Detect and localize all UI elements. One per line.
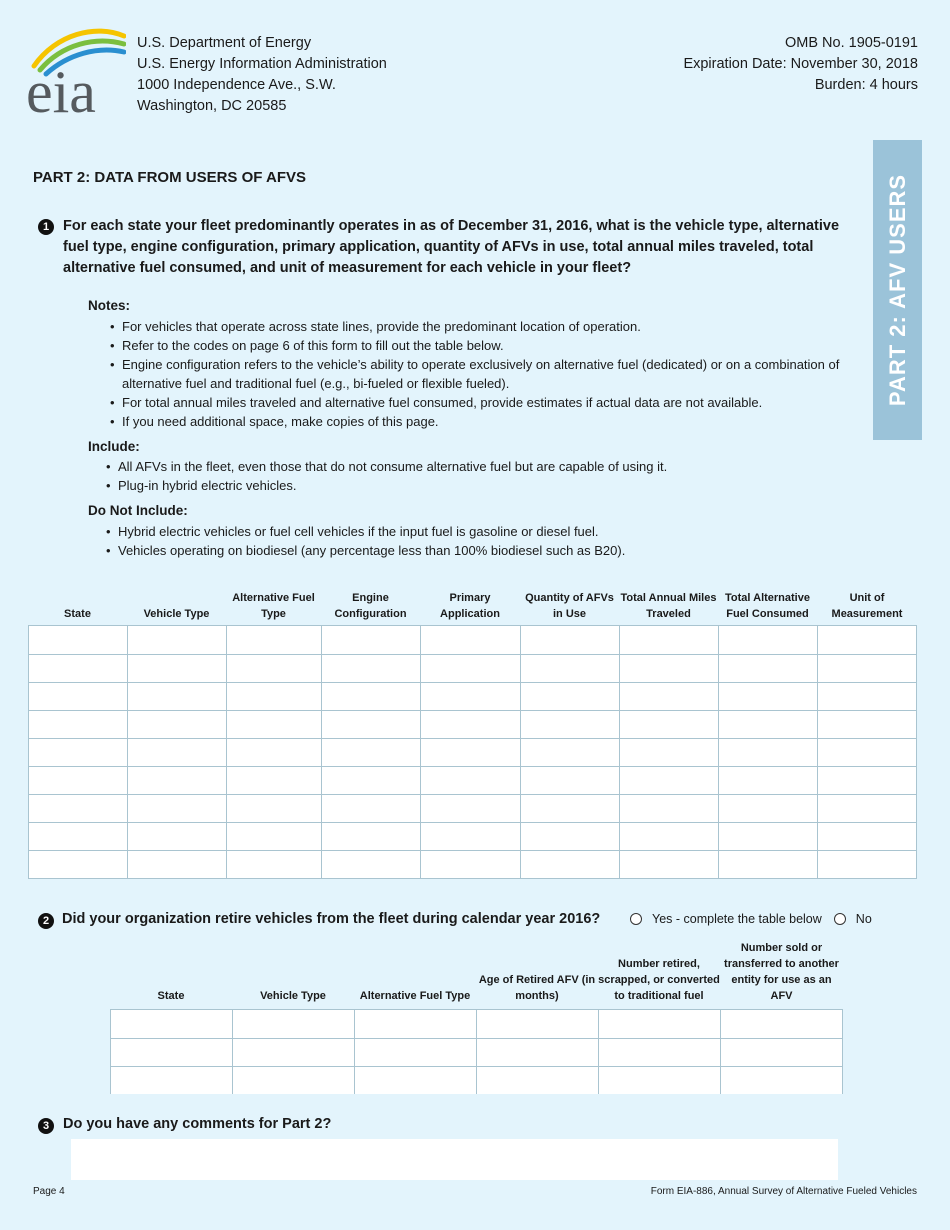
question-3-text: Do you have any comments for Part 2? — [63, 1116, 332, 1132]
table-cell-input[interactable] — [321, 655, 420, 682]
table-cell-input[interactable] — [321, 683, 420, 710]
table-cell-input[interactable] — [619, 767, 718, 794]
column-header: Unit of Measurement — [831, 592, 903, 620]
table-cell-input[interactable] — [619, 739, 718, 766]
table-cell-input[interactable] — [619, 851, 718, 878]
list-item: • Hybrid electric vehicles or fuel cell vehicles if the input fuel is gasoline or diesel fuel. — [104, 522, 844, 541]
table-cell-input[interactable] — [520, 626, 619, 654]
table-cell-input[interactable] — [232, 1039, 354, 1066]
table-cell-input[interactable] — [619, 626, 718, 654]
table-row — [29, 738, 916, 766]
column-header: Vehicle Type — [143, 608, 210, 620]
yes-label: Yes - complete the table below — [652, 912, 822, 926]
table-cell-input[interactable] — [817, 823, 916, 850]
table-cell-input[interactable] — [718, 739, 817, 766]
list-item: • For vehicles that operate across state lines, provide the predominant location of operation. — [108, 317, 848, 336]
table-cell-input[interactable] — [718, 655, 817, 682]
table-cell-input[interactable] — [619, 683, 718, 710]
table-cell-input[interactable] — [127, 795, 226, 822]
page-number: Page 4 — [33, 1186, 65, 1197]
table-row — [111, 1010, 842, 1038]
table-cell-input[interactable] — [520, 851, 619, 878]
table-row — [29, 794, 916, 822]
agency-address — [137, 33, 387, 117]
table-cell-input[interactable] — [29, 795, 127, 822]
table-cell-input[interactable] — [476, 1039, 598, 1066]
table-cell-input[interactable] — [127, 683, 226, 710]
table-cell-input[interactable] — [127, 626, 226, 654]
table-cell-input[interactable] — [420, 823, 520, 850]
table-cell-input[interactable] — [127, 767, 226, 794]
agency-line: U.S. Department of Energy — [137, 35, 312, 51]
table-cell-input[interactable] — [520, 767, 619, 794]
notes-list — [108, 317, 848, 431]
agency-line: 1000 Independence Ave., S.W. — [137, 77, 336, 93]
column-header: Primary Application — [440, 592, 500, 620]
list-item: • All AFVs in the fleet, even those that do not consume alternative fuel but are capable of using it. — [104, 457, 844, 476]
table-cell-input[interactable] — [420, 795, 520, 822]
table-cell-input[interactable] — [420, 683, 520, 710]
table-cell-input[interactable] — [127, 851, 226, 878]
table-cell-input[interactable] — [718, 767, 817, 794]
burden: Burden: 4 hours — [814, 77, 918, 93]
table-row — [29, 654, 916, 682]
table-cell-input[interactable] — [520, 711, 619, 738]
table-cell-input[interactable] — [476, 1010, 598, 1038]
table-cell-input[interactable] — [321, 851, 420, 878]
table-cell-input[interactable] — [817, 739, 916, 766]
side-tab-label: PART 2: AFV USERS — [884, 173, 910, 407]
column-header: Number retired, scrapped, or converted to traditional fuel — [598, 958, 720, 1002]
table-cell-input[interactable] — [520, 683, 619, 710]
table-cell-input[interactable] — [619, 711, 718, 738]
table-cell-input[interactable] — [718, 711, 817, 738]
fleet-table-header — [28, 586, 917, 624]
column-header: Vehicle Type — [260, 990, 326, 1002]
column-header: Quantity of AFVs in Use — [525, 592, 614, 620]
table-cell-input[interactable] — [420, 626, 520, 654]
table-cell-input[interactable] — [29, 683, 127, 710]
table-cell-input[interactable] — [619, 795, 718, 822]
form-name: Form EIA-886, Annual Survey of Alternative Fueled Vehicles — [650, 1186, 917, 1197]
exclude-list — [104, 522, 844, 560]
omb-info — [683, 33, 918, 96]
comments-input[interactable] — [71, 1139, 838, 1180]
notes-heading: Notes: — [88, 298, 131, 313]
table-cell-input[interactable] — [817, 626, 916, 654]
no-label: No — [855, 912, 872, 926]
table-cell-input[interactable] — [232, 1010, 354, 1038]
agency-line: U.S. Energy Information Administration — [137, 56, 387, 72]
table-cell-input[interactable] — [718, 795, 817, 822]
table-row — [111, 1038, 842, 1066]
question-number-1: 1 — [38, 219, 54, 235]
eia-logo — [26, 26, 126, 118]
table-cell-input[interactable] — [321, 767, 420, 794]
table-cell-input[interactable] — [29, 851, 127, 878]
table-cell-input[interactable] — [520, 795, 619, 822]
column-header: Number sold or transferred to another entity for use as an AFV — [724, 942, 839, 1002]
table-cell-input[interactable] — [817, 683, 916, 710]
table-cell-input[interactable] — [520, 655, 619, 682]
table-cell-input[interactable] — [226, 683, 321, 710]
table-cell-input[interactable] — [226, 851, 321, 878]
column-header: Total Alternative Fuel Consumed — [725, 592, 810, 620]
question-2-text: Did your organization retire vehicles from the fleet during calendar year 2016? — [62, 911, 601, 927]
table-cell-input[interactable] — [111, 1039, 232, 1066]
table-cell-input[interactable] — [817, 711, 916, 738]
question-number-3: 3 — [38, 1118, 54, 1134]
table-row — [29, 766, 916, 794]
table-cell-input[interactable] — [321, 711, 420, 738]
list-item: • Plug-in hybrid electric vehicles. — [104, 476, 844, 495]
table-row — [29, 850, 916, 878]
table-cell-input[interactable] — [111, 1010, 232, 1038]
table-cell-input[interactable] — [598, 1039, 720, 1066]
fleet-table — [28, 625, 917, 879]
list-item: • Engine configuration refers to the vehicle’s ability to operate exclusively on alternative fuel (dedicated) or on a combination of alternative fuel and traditional fuel (e.g., bi-fueled or flexible fueled). — [108, 355, 848, 393]
table-cell-input[interactable] — [817, 795, 916, 822]
table-cell-input[interactable] — [321, 795, 420, 822]
table-cell-input[interactable] — [420, 767, 520, 794]
include-heading: Include: — [88, 439, 140, 454]
table-cell-input[interactable] — [127, 711, 226, 738]
retire-options — [630, 912, 872, 926]
table-cell-input[interactable] — [127, 823, 226, 850]
table-cell-input[interactable] — [718, 851, 817, 878]
table-cell-input[interactable] — [720, 1010, 842, 1038]
table-cell-input[interactable] — [420, 711, 520, 738]
table-cell-input[interactable] — [520, 739, 619, 766]
column-header: Total Annual Miles Traveled — [620, 592, 717, 620]
retired-table — [110, 1009, 843, 1094]
yes-radio[interactable] — [630, 913, 642, 925]
table-cell-input[interactable] — [598, 1010, 720, 1038]
table-cell-input[interactable] — [29, 711, 127, 738]
list-item: • If you need additional space, make copies of this page. — [108, 412, 848, 431]
list-item: • Vehicles operating on biodiesel (any percentage less than 100% biodiesel such as B20). — [104, 541, 844, 560]
table-cell-input[interactable] — [718, 683, 817, 710]
question-number-2: 2 — [38, 913, 54, 929]
table-cell-input[interactable] — [226, 626, 321, 654]
list-item: • For total annual miles traveled and alternative fuel consumed, provide estimates if actual data are not available. — [108, 393, 848, 412]
part-title: PART 2: DATA FROM USERS OF AFVS — [33, 169, 307, 186]
table-cell-input[interactable] — [420, 739, 520, 766]
question-1-text: For each state your fleet predominantly operates in as of December 31, 2016, what is the vehicle type, alternative fuel type, engine configuration, primary application, quantity of AFVs in use, total annual miles traveled, total alternative fuel consumed, and unit of measurement for each vehicle in your fleet? — [63, 218, 840, 276]
table-row — [29, 682, 916, 710]
table-cell-input[interactable] — [226, 655, 321, 682]
table-cell-input[interactable] — [29, 739, 127, 766]
table-cell-input[interactable] — [127, 655, 226, 682]
table-row — [29, 626, 916, 654]
table-cell-input[interactable] — [718, 823, 817, 850]
retired-table-header — [110, 942, 843, 1006]
column-header: Age of Retired AFV (in months) — [478, 974, 596, 1002]
table-cell-input[interactable] — [817, 767, 916, 794]
table-cell-input[interactable] — [226, 739, 321, 766]
table-cell-input[interactable] — [354, 1039, 476, 1066]
no-radio[interactable] — [834, 913, 846, 925]
table-cell-input[interactable] — [321, 823, 420, 850]
table-cell-input[interactable] — [817, 655, 916, 682]
table-cell-input[interactable] — [226, 711, 321, 738]
table-cell-input[interactable] — [321, 626, 420, 654]
table-cell-input[interactable] — [520, 823, 619, 850]
table-cell-input[interactable] — [29, 767, 127, 794]
list-item: • Refer to the codes on page 6 of this form to fill out the table below. — [108, 336, 848, 355]
expiration-date: Expiration Date: November 30, 2018 — [683, 56, 918, 72]
table-cell-input[interactable] — [29, 626, 127, 654]
table-cell-input[interactable] — [720, 1067, 842, 1094]
table-row — [29, 710, 916, 738]
table-cell-input[interactable] — [598, 1067, 720, 1094]
logo-text: eia — [26, 59, 96, 118]
table-cell-input[interactable] — [354, 1067, 476, 1094]
exclude-heading: Do Not Include: — [88, 503, 188, 518]
table-cell-input[interactable] — [226, 795, 321, 822]
table-row — [111, 1066, 842, 1094]
table-cell-input[interactable] — [321, 739, 420, 766]
table-cell-input[interactable] — [619, 823, 718, 850]
omb-number: OMB No. 1905-0191 — [785, 35, 918, 51]
table-cell-input[interactable] — [29, 823, 127, 850]
table-cell-input[interactable] — [111, 1067, 232, 1094]
table-cell-input[interactable] — [29, 655, 127, 682]
table-cell-input[interactable] — [720, 1039, 842, 1066]
table-cell-input[interactable] — [232, 1067, 354, 1094]
table-cell-input[interactable] — [226, 767, 321, 794]
table-cell-input[interactable] — [420, 851, 520, 878]
agency-line: Washington, DC 20585 — [137, 98, 287, 114]
side-tab — [873, 140, 922, 440]
table-cell-input[interactable] — [420, 655, 520, 682]
table-cell-input[interactable] — [354, 1010, 476, 1038]
table-cell-input[interactable] — [476, 1067, 598, 1094]
table-cell-input[interactable] — [718, 626, 817, 654]
column-header: State — [157, 990, 185, 1002]
column-header: Engine Configuration — [334, 592, 407, 620]
column-header: Alternative Fuel Type — [359, 990, 471, 1002]
table-cell-input[interactable] — [619, 655, 718, 682]
table-cell-input[interactable] — [127, 739, 226, 766]
table-row — [29, 822, 916, 850]
table-cell-input[interactable] — [226, 823, 321, 850]
column-header: State — [64, 608, 91, 620]
column-header: Alternative Fuel Type — [232, 592, 315, 620]
include-list — [104, 457, 844, 495]
table-cell-input[interactable] — [817, 851, 916, 878]
